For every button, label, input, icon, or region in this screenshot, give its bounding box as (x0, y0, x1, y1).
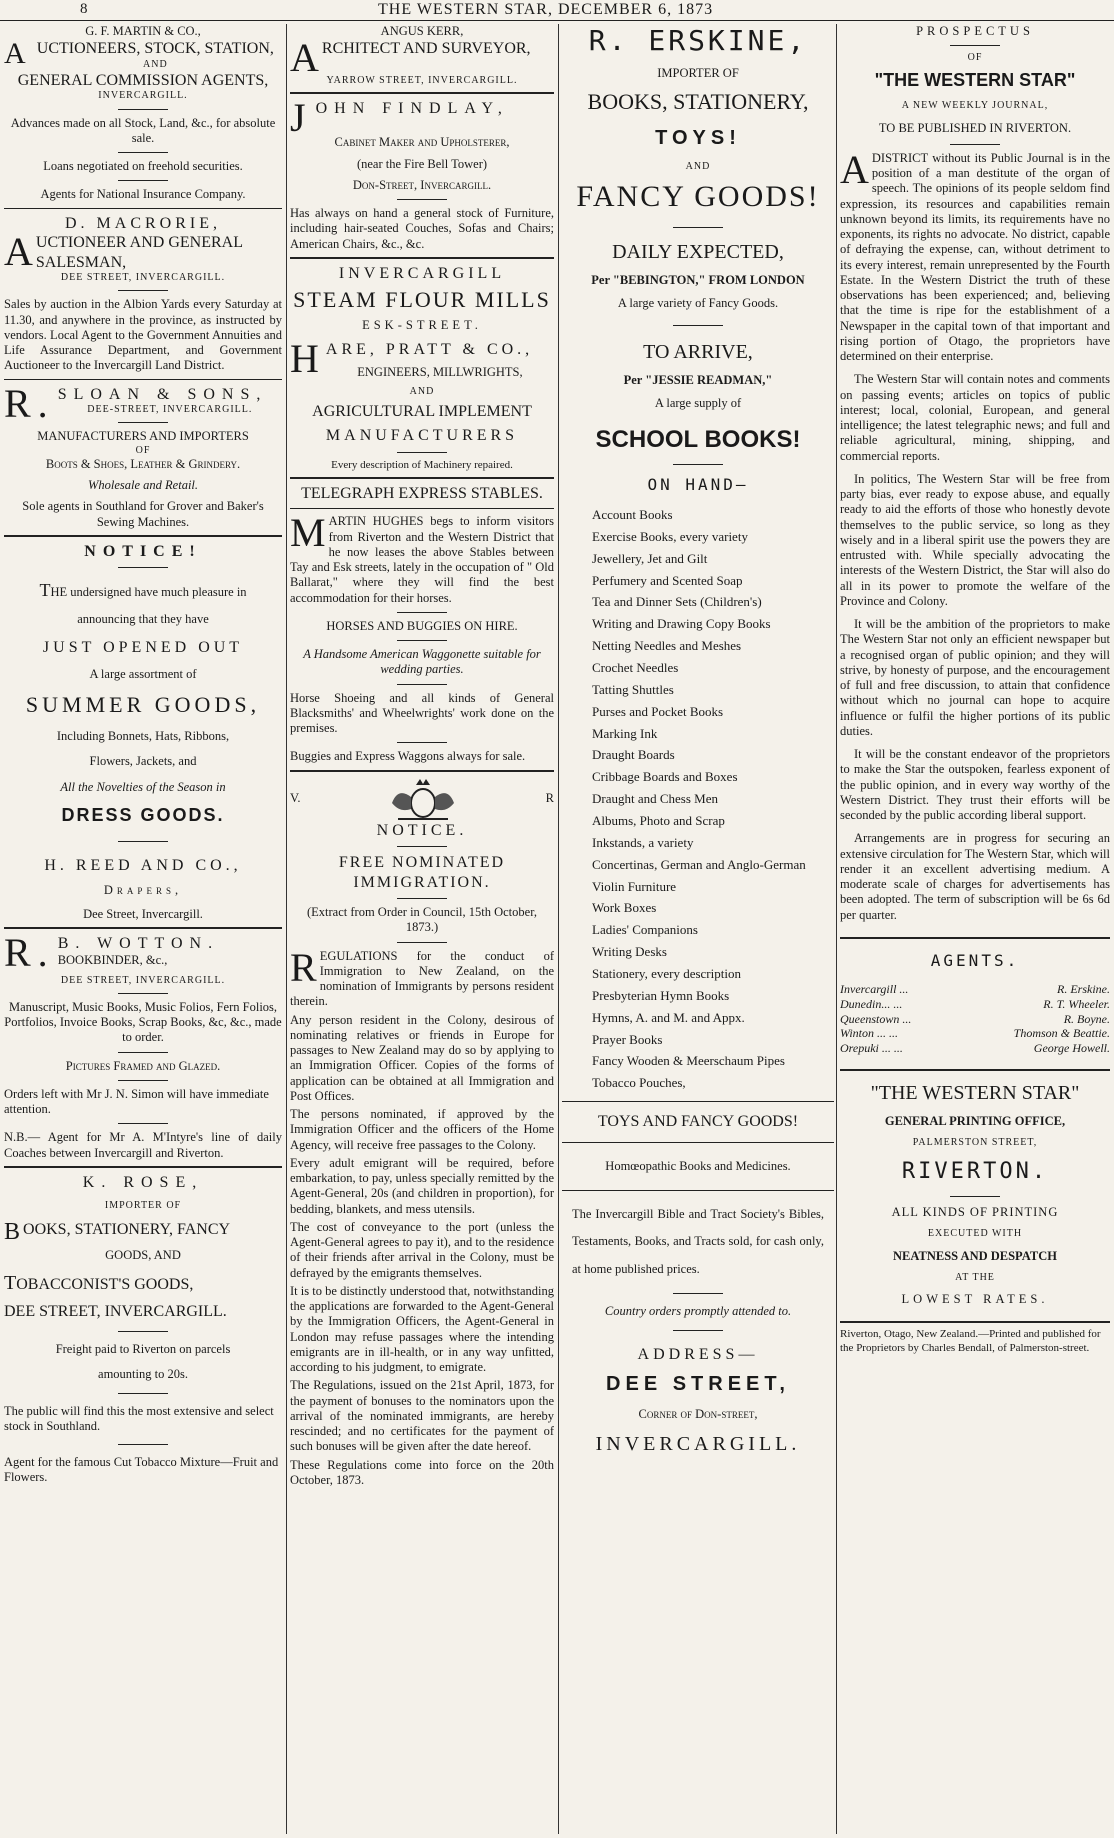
agent-row (840, 1041, 1110, 1056)
notice-p6: It is to be distinctly understood that, notwithstanding the applications are forwarded to the Agent-General by the Immigration Officers, the Agent-General in London may refuse passages where the intending emigrants are in ill-health, or in any way unfitted, according to his judgment, to emigrate. (290, 1283, 554, 1375)
erskine-per2: Per "JESSIE READMAN," (623, 372, 773, 387)
rose-public: The public will find this the most extensive and select stock in Southland. (4, 1403, 274, 1433)
kerr-address: YARROW STREET, INVERCARGILL. (326, 75, 518, 87)
dropcap-letter: B (4, 1219, 21, 1246)
mills-title: STEAM FLOUR MILLS (293, 287, 551, 313)
office-general: GENERAL PRINTING OFFICE, (884, 1113, 1066, 1128)
findlay-body: Has always on hand a general stock of Furniture, including hair-seated Couches, Sofas and Chairs; American Chairs, &c., &c. (290, 206, 554, 251)
rose-name: K. ROSE, (82, 1173, 204, 1191)
martin-agents: Agents for National Insurance Company. (40, 187, 246, 202)
list-item: Tobacco Pouches, (592, 1075, 686, 1091)
wotton-pictures: Pictures Framed and Glazed. (65, 1058, 221, 1073)
notice-p7: The Regulations, issued on the 21st April, 1873, for the payment of bonuses to the nominators upon the arrival of the nominated immigrants, are hereby rescinded; and no certificates for the payment of such bonuses will be given after the date hereof. (290, 1378, 554, 1454)
prospectus-p2: The Western Star will contain notes and comments on passing events; articles on topics of public interest; local, colonial, European, and general intelligence; the latest telegraphic news; and full and reliable agricultural, mining, shipping, and commercial reports. (840, 372, 1110, 463)
printing-office (840, 1081, 1110, 1307)
column-1 (4, 24, 282, 1832)
office-rates: LOWEST RATES. (901, 1292, 1049, 1306)
list-item: Purses and Pocket Books (592, 703, 724, 719)
list-item: Writing and Drawing Copy Books (592, 616, 771, 632)
reed-dress: DRESS GOODS. (61, 804, 225, 825)
findlay-trade: Cabinet Maker and Upholsterer, (334, 135, 510, 150)
erskine-address-label: ADDRESS— (637, 1345, 759, 1363)
reed-trade: Drapers, (103, 883, 183, 898)
list-item: Work Boxes (592, 900, 657, 916)
dropcap-letter: T (39, 580, 51, 601)
ad-erskine (562, 24, 834, 1456)
erskine-street: DEE STREET, (606, 1373, 790, 1396)
reed-flowers: Flowers, Jackets, and (89, 754, 197, 769)
stables-heading: TELEGRAPH EXPRESS STABLES. (301, 484, 543, 502)
rose-tobacco: OBACCONIST'S GOODS, (16, 1276, 194, 1294)
rose-importer: IMPORTER OF (104, 1200, 182, 1212)
erskine-toys-again: TOYS AND FANCY GOODS! (597, 1113, 799, 1131)
wotton-nb: N.B.— Agent for Mr A. M'Intyre's line of daily Coaches between Invercargill and Riverton. (4, 1130, 282, 1160)
reed-intro-b: announcing that they have (77, 612, 209, 627)
list-item: Marking Ink (592, 725, 658, 741)
reed-address: Dee Street, Invercargill. (83, 906, 203, 921)
sloan-name: SLOAN & SONS, (57, 385, 268, 403)
prospectus-p4: It will be the ambition of the proprietors to make The Western Star not only an efficient newspaper but a recognised organ of public opinion; and they will strive, by honesty of purpose, and the encouragement of full and free discussion, to attain that confidence without which no journal can hope to acquire influence or fulfil the higher portions of its public duties. (840, 617, 1110, 738)
column-rule (286, 24, 287, 1834)
newspaper-title: THE WESTERN STAR, DECEMBER 6, 1873 (378, 1, 714, 18)
column-rule (836, 24, 837, 1834)
list-item: Hymns, A. and M. and Appx. (592, 1009, 745, 1025)
prospectus-heading: PROSPECTUS (916, 24, 1034, 38)
erskine-toys: TOYS! (655, 127, 741, 150)
imprint: Riverton, Otago, New Zealand.—Printed and published for the Proprietors by Charles Bendall, of Palmerston-street. (840, 1328, 1101, 1354)
dropcap-letter: R (290, 944, 317, 990)
list-item: Draught and Chess Men (592, 791, 719, 807)
page-number: 8 (80, 1, 88, 17)
ad-immigration (290, 777, 554, 1489)
findlay-name: OHN FINDLAY, (315, 100, 509, 118)
stables-shoeing: Horse Shoeing and all kinds of General Blacksmiths' and Wheelwrights' work done on the premises. (290, 690, 554, 736)
dropcap-letter: M (290, 510, 326, 556)
list-item: Fancy Wooden & Meerschaum Pipes (592, 1053, 785, 1069)
agent-name: R. T. Wheeler. (1043, 996, 1110, 1011)
ad-martin (4, 24, 282, 203)
dropcap-letter: T (4, 1272, 17, 1295)
column-rule (558, 24, 559, 1834)
sloan-address: DEE-STREET, INVERCARGILL. (87, 404, 253, 416)
erskine-school: SCHOOL BOOKS! (595, 426, 801, 454)
agent-place: Invercargill ... (840, 982, 909, 997)
agent-place: Queenstown ... (840, 1011, 912, 1026)
office-neatness: NEATNESS AND DESPATCH (893, 1248, 1057, 1263)
list-item: Tea and Dinner Sets (Children's) (592, 594, 762, 610)
stables-buggies: Buggies and Express Waggons always for sale. (290, 749, 526, 764)
sloan-of: OF (135, 444, 151, 456)
dropcap-letter: A (290, 35, 319, 81)
dropcap-letter: R. (4, 380, 55, 426)
mills-firm: ARE, PRATT & CO., (325, 340, 534, 358)
masthead (0, 0, 1114, 21)
ad-mills (290, 264, 554, 472)
list-item: Writing Desks (592, 944, 667, 960)
notice-p3: The persons nominated, if approved by the Immigration Officer and the officers of the Home Agency, will receive free passages to the Colony. (290, 1107, 554, 1152)
dropcap-letter: J (290, 95, 313, 141)
sloan-trade: MANUFACTURERS AND IMPORTERS (37, 429, 249, 444)
agents-list (840, 982, 1110, 1055)
prospectus-journal: A NEW WEEKLY JOURNAL, (901, 100, 1049, 112)
notice-title: FREE NOMINATED IMMIGRATION. (338, 854, 506, 891)
erskine-and: AND (685, 160, 711, 172)
prospectus-p5: It will be the constant endeavor of the proprietors to make the Star the outspoken, fearless exponent of the public opinion, and in every way worthy of the Western District. They trust their efforts will be seconded by the public according liberal support. (840, 747, 1110, 823)
martin-trade-b: GENERAL COMMISSION AGENTS, (17, 71, 269, 89)
notice-p2: Any person resident in the Colony, desirous of nominating relatives or friends in Europe for passages to New Zealand may do so by applying to an Immigration Officer. Copies of the forms of application can be obtained at all Immigration and Post Offices. (290, 1012, 554, 1103)
martin-and: AND (143, 58, 168, 70)
mills-repairs: Every description of Machinery repaired. (331, 458, 513, 471)
erskine-arrive: TO ARRIVE, (643, 341, 753, 364)
reed-novelties: All the Novelties of the Season in (60, 779, 226, 794)
wotton-orders: Orders left with Mr J. N. Simon will have immediate attention. (4, 1086, 269, 1117)
crest-v: V. (290, 791, 301, 806)
list-item: Inkstands, a variety (592, 834, 694, 850)
prospectus-published: TO BE PUBLISHED IN RIVERTON. (878, 120, 1072, 135)
reed-summer: SUMMER GOODS, (25, 692, 261, 718)
ad-kerr (290, 24, 554, 87)
column-3 (562, 24, 834, 1832)
ad-macrorie (4, 214, 282, 374)
list-item: Perfumery and Scented Soap (592, 572, 743, 588)
agent-place: Orepuki ... ... (840, 1040, 903, 1055)
martin-trade-a: UCTIONEERS, STOCK, STATION, (36, 40, 274, 58)
notice-p1: EGULATIONS for the conduct of Immigration to New Zealand, on the nomination of Immigrants by persons resident therein. (290, 948, 554, 1009)
findlay-address: Don-Street, Invercargill. (352, 177, 492, 192)
prospectus-of: OF (967, 52, 983, 64)
ad-stables (290, 484, 554, 765)
dropcap-letter: R. (4, 929, 55, 975)
sloan-agents: Sole agents in Southland for Grover and Baker's Sewing Machines. (22, 499, 264, 529)
mills-and: AND (409, 386, 435, 398)
rose-books: OOKS, STATIONERY, FANCY (23, 1221, 231, 1239)
office-town: RIVERTON. (901, 1159, 1049, 1185)
martin-name: G. F. MARTIN & CO., (85, 24, 201, 38)
notice-p5: The cost of conveyance to the port (unless the Agent-General agrees to pay it), and to the residence of their friends after arrival in the Colony, must be defrayed by the emigrants themselves. (290, 1219, 554, 1280)
dropcap-letter: A (840, 146, 869, 192)
agents-section (840, 951, 1110, 1056)
erskine-town: INVERCARGILL. (595, 1432, 801, 1455)
wotton-address: DEE STREET, INVERCARGILL. (60, 974, 226, 986)
reed-assortment: A large assortment of (89, 667, 197, 682)
rose-address: DEE STREET, INVERCARGILL. (4, 1302, 227, 1320)
list-item: Tatting Shuttles (592, 681, 674, 697)
agent-name: R. Erskine. (1057, 982, 1110, 997)
ad-sloan (4, 380, 282, 530)
erskine-country: Country orders promptly attended to. (604, 1304, 792, 1319)
mills-implement: AGRICULTURAL IMPLEMENT (312, 403, 532, 421)
list-item: Prayer Books (592, 1031, 663, 1047)
rose-freight-b: amounting to 20s. (98, 1367, 188, 1382)
kerr-trade: RCHITECT AND SURVEYOR, (321, 40, 531, 58)
notice-extract: (Extract from Order in Council, 15th October, 1873.) (307, 905, 537, 935)
list-item: Cribbage Boards and Boxes (592, 769, 738, 785)
ad-findlay (290, 95, 554, 252)
erskine-corner: Corner of Don-street, (638, 1406, 758, 1421)
stables-body: ARTIN HUGHES begs to inform visitors from Riverton and the Western District that he now leases the above Stables between Tay and Esk streets, lately in the occupation of " Old Ballarat," where they will find the best accommodation for their horses. (290, 514, 554, 605)
prospectus-p3: In politics, The Western Star will be free from party bias, ever ready to expose abuse, and equally ready to aid the efforts of those who honestly devote themselves to the public service, so long as they wisely and in a liberal spirit use the powers they are entrusted with. While specially advocating the interests of the Western District, the Star will also do all in its power to promote the welfare of the Province and Colony. (840, 471, 1110, 608)
office-at-the: AT THE (955, 1271, 995, 1283)
reed-opened: JUST OPENED OUT (42, 638, 244, 656)
list-item: Crochet Needles (592, 659, 679, 675)
list-item: Jewellery, Jet and Gilt (592, 550, 708, 566)
wotton-body: Manuscript, Music Books, Music Folios, Fern Folios, Portfolios, Invoice Books, Scrap Books, &c, &c., made to order. (4, 999, 282, 1045)
erskine-per1: Per "BEBINGTON," FROM LONDON (591, 272, 805, 287)
prospectus-p6: Arrangements are in progress for securing an extensive circulation for The Western Star, which will render it an excellent advertising medium. A moderate scale of charges for advertisements has been adopted. The term of subscription will be 6s 6d per quarter. (840, 831, 1110, 922)
list-item: Ladies' Companions (592, 922, 698, 938)
macrorie-trade: UCTIONEER AND GENERAL SALESMAN, (35, 234, 243, 271)
crest-r: R (545, 791, 554, 806)
martin-advances: Advances made on all Stock, Land, &c., for absolute sale. (10, 115, 276, 145)
erskine-bible: The Invercargill Bible and Tract Society's Bibles, Testaments, Books, and Tracts sold, for cash only, at home published prices. (572, 1206, 824, 1276)
notice-p4: Every adult emigrant will be required, before embarkation, to pay, unless specially remitted by the Agent-General, 20s (and children in proportion), for bedding, blankets, and mess utensils. (290, 1155, 554, 1216)
list-item: Presbyterian Hymn Books (592, 987, 730, 1003)
list-item: Draught Boards (592, 747, 675, 763)
erskine-variety: A large variety of Fancy Goods. (617, 296, 779, 311)
stables-horses: HORSES AND BUGGIES ON HIRE. (326, 618, 518, 633)
erskine-name: R. ERSKINE, (588, 24, 808, 57)
macrorie-address: DEE STREET, INVERCARGILL. (60, 272, 226, 284)
column-2 (290, 24, 554, 1832)
dropcap-letter: A (4, 229, 33, 275)
office-kinds: ALL KINDS OF PRINTING (891, 1205, 1059, 1220)
list-item: Violin Furniture (592, 878, 677, 894)
kerr-name: ANGUS KERR, (380, 24, 464, 38)
prospectus-title: "THE WESTERN STAR" (874, 70, 1076, 91)
reed-including: Including Bonnets, Hats, Ribbons, (56, 729, 230, 744)
on-hand-list (562, 507, 834, 1091)
wotton-trade: BOOKBINDER, &c., (57, 953, 168, 968)
erskine-fancy: FANCY GOODS! (576, 179, 820, 213)
mills-street: ESK-STREET. (362, 318, 482, 333)
findlay-near: (near the Fire Bell Tower) (356, 156, 488, 171)
agent-name: R. Boyne. (1063, 1011, 1110, 1026)
stables-waggonette: A Handsome American Waggonette suitable for wedding parties. (303, 647, 541, 677)
dropcap-letter: A (4, 37, 26, 71)
mills-trade: ENGINEERS, MILLWRIGHTS, (357, 365, 523, 380)
list-item: Stationery, every description (592, 966, 741, 982)
erskine-daily: DAILY EXPECTED, (612, 241, 784, 264)
ad-rose (4, 1173, 282, 1486)
rose-agent: Agent for the famous Cut Tobacco Mixture—Fruit and Flowers. (4, 1455, 279, 1485)
erskine-homoeopathic: Homœopathic Books and Medicines. (605, 1158, 791, 1173)
agent-place: Dunedin... ... (840, 996, 903, 1011)
dropcap-letter: H (290, 335, 323, 381)
ad-wotton (4, 929, 282, 1161)
erskine-supply: A large supply of (654, 395, 742, 410)
prospectus-p1: DISTRICT without its Public Journal is in the position of a man destitute of the organ of speech. The opinions of its people seldom find expression, its resources and capabilities remain unknown beyond its limits, its requirements have no exponents, its rights no advocate. No district, capable of defraying the expense, can, without detriment to its every interest, remain unrepresented by the Fourth Estate. In the Western District the truth of these observations has been experienced; and, believing that the time is ripe for the establishment of a Newspaper in the capital town of that important and rising portion of Otago, the proprietors have determined on their enterprise. (840, 150, 1110, 364)
agent-row (840, 997, 1110, 1012)
sloan-sale: Wholesale and Retail. (87, 478, 199, 493)
agent-name: Thomson & Beattie. (1013, 1026, 1110, 1041)
agent-name: George Howell. (1033, 1040, 1110, 1055)
erskine-importer: IMPORTER OF (657, 66, 739, 81)
agents-heading: AGENTS. (930, 950, 1020, 970)
list-item: Netting Needles and Meshes (592, 638, 742, 654)
agent-place: Winton ... ... (840, 1026, 899, 1041)
martin-loans: Loans negotiated on freehold securities. (43, 159, 243, 174)
reed-intro-a: HE undersigned have much pleasure in (50, 585, 247, 600)
martin-place: INVERCARGILL. (98, 90, 188, 102)
agent-row (840, 982, 1110, 997)
office-title: "THE WESTERN STAR" (870, 1082, 1080, 1105)
office-street: PALMERSTON STREET, (912, 1137, 1038, 1149)
notice-p8: These Regulations come into force on the 20th October, 1873. (290, 1457, 554, 1487)
reed-name: H. REED AND CO., (44, 856, 242, 874)
list-item: Albums, Photo and Scrap (592, 813, 725, 828)
list-item: Account Books (592, 506, 673, 522)
royal-crest-icon (378, 777, 468, 821)
prospectus (840, 24, 1110, 923)
mills-manufacturers: MANUFACTURERS (325, 427, 519, 444)
macrorie-body: Sales by auction in the Albion Yards every Saturday at 11.30, and anywhere in the province, as instructed by vendors. Local Agent to the Government Annuities and Life Assurance Department, and Government Auctioneer to the Invercargill Land District. (4, 297, 282, 373)
sloan-goods: Boots & Shoes, Leather & Grindery. (45, 456, 241, 471)
wotton-name: B. WOTTON. (57, 934, 220, 952)
office-executed: EXECUTED WITH (927, 1228, 1023, 1240)
agent-row (840, 1012, 1110, 1027)
mills-heading: INVERCARGILL (338, 264, 506, 282)
erskine-books: BOOKS, STATIONERY, (587, 89, 809, 115)
notice-heading: NOTICE. (376, 821, 468, 839)
reed-heading: NOTICE! (84, 542, 202, 560)
ad-reed (4, 542, 282, 922)
rose-freight-a: Freight paid to Riverton on parcels (55, 1342, 231, 1357)
list-item: Concertinas, German and Anglo-German (592, 856, 806, 872)
erskine-on-hand: ON HAND— (647, 475, 749, 495)
agent-row (840, 1026, 1110, 1041)
macrorie-name: D. MACRORIE, (64, 214, 221, 232)
column-4 (840, 24, 1110, 1832)
rose-goods: GOODS, AND (105, 1247, 181, 1262)
list-item: Exercise Books, every variety (592, 528, 748, 544)
